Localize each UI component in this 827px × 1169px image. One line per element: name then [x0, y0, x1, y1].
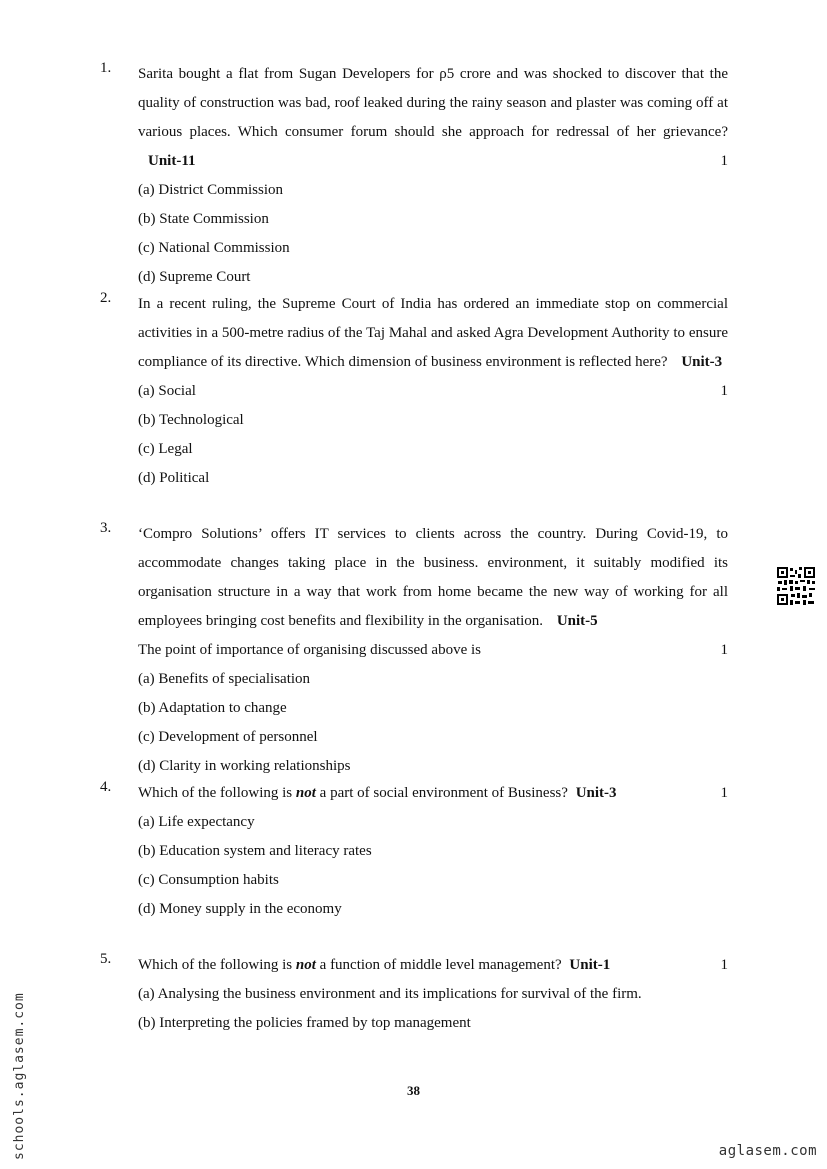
question-1	[100, 60, 728, 292]
option: (b) Adaptation to change	[138, 700, 287, 716]
unit-label: Unit-3	[681, 354, 723, 370]
marks: 1	[720, 383, 728, 399]
option: (c) Legal	[138, 441, 193, 457]
unit-label: Unit-1	[569, 957, 611, 973]
option: (a) Social	[138, 383, 196, 399]
option: (c) National Commission	[138, 240, 290, 256]
option: (a) Life expectancy	[138, 814, 255, 830]
qr-code-icon	[776, 566, 816, 606]
unit-label: Unit-5	[556, 613, 598, 629]
side-watermark: schools.aglasem.com	[12, 992, 27, 1160]
question-text: In a recent ruling, the Supreme Court of India has ordered an immediate stop on commercial activities in a 500-metre radius of the Taj Mahal and asked Agra Development Authority to ensure compliance of its directive. Which dimension of business environment is reflected here? Unit-3 1	[138, 290, 728, 377]
option: (b) State Commission	[138, 211, 269, 227]
question-text: Which of the following is not a function of middle level management? Unit-1 1	[138, 951, 728, 980]
option: (c) Development of personnel	[138, 729, 318, 745]
option: (d) Supreme Court	[138, 269, 251, 285]
option: (a) District Commission	[138, 182, 283, 198]
question-number: 4.	[100, 779, 112, 795]
option: (b) Technological	[138, 412, 244, 428]
question-text: Sarita bought a flat from Sugan Developers for ρ5 crore and was shocked to discover that the quality of construction was bad, roof leaked during the rainy season and plaster was coming off at various places. Which consumer forum should she approach for redressal of her grievance? Unit-11 1	[138, 60, 728, 176]
question-subtext: The point of importance of organising discussed above is 1	[138, 636, 728, 665]
question-number: 3.	[100, 520, 112, 536]
marks: 1	[720, 957, 728, 973]
question-number: 2.	[100, 290, 112, 306]
question-text: ‘Compro Solutions’ offers IT services to clients across the country. During Covid-19, to accommodate changes taking place in the business. environment, it suitably modified its organisation structure in a way that work from home became the new way of working for all employees bringing cost benefits and flexibility in the organisation. Unit-5	[138, 526, 728, 629]
marks: 1	[720, 785, 728, 801]
bottom-watermark: aglasem.com	[718, 1143, 817, 1159]
marks: 1	[720, 642, 728, 658]
option: (b) Education system and literacy rates	[138, 843, 372, 859]
question-text: Which of the following is not a part of social environment of Business? Unit-3 1	[138, 779, 728, 808]
page-number: 38	[407, 1083, 420, 1098]
option: (b) Interpreting the policies framed by top management	[138, 1015, 471, 1031]
option: (d) Political	[138, 470, 210, 486]
unit-label: Unit-3	[575, 785, 617, 801]
question-5	[100, 951, 728, 1038]
option: (a) Benefits of specialisation	[138, 671, 311, 687]
question-4	[100, 779, 728, 924]
option: (a) Analysing the business environment and its implications for survival of the firm.	[138, 986, 642, 1002]
question-3	[100, 520, 728, 781]
unit-label: Unit-11	[148, 153, 196, 169]
option: (d) Money supply in the economy	[138, 901, 342, 917]
option: (d) Clarity in working relationships	[138, 758, 351, 774]
option: (c) Consumption habits	[138, 872, 279, 888]
question-2	[100, 290, 728, 493]
marks: 1	[720, 153, 728, 169]
question-number: 5.	[100, 951, 112, 967]
question-number: 1.	[100, 60, 112, 76]
